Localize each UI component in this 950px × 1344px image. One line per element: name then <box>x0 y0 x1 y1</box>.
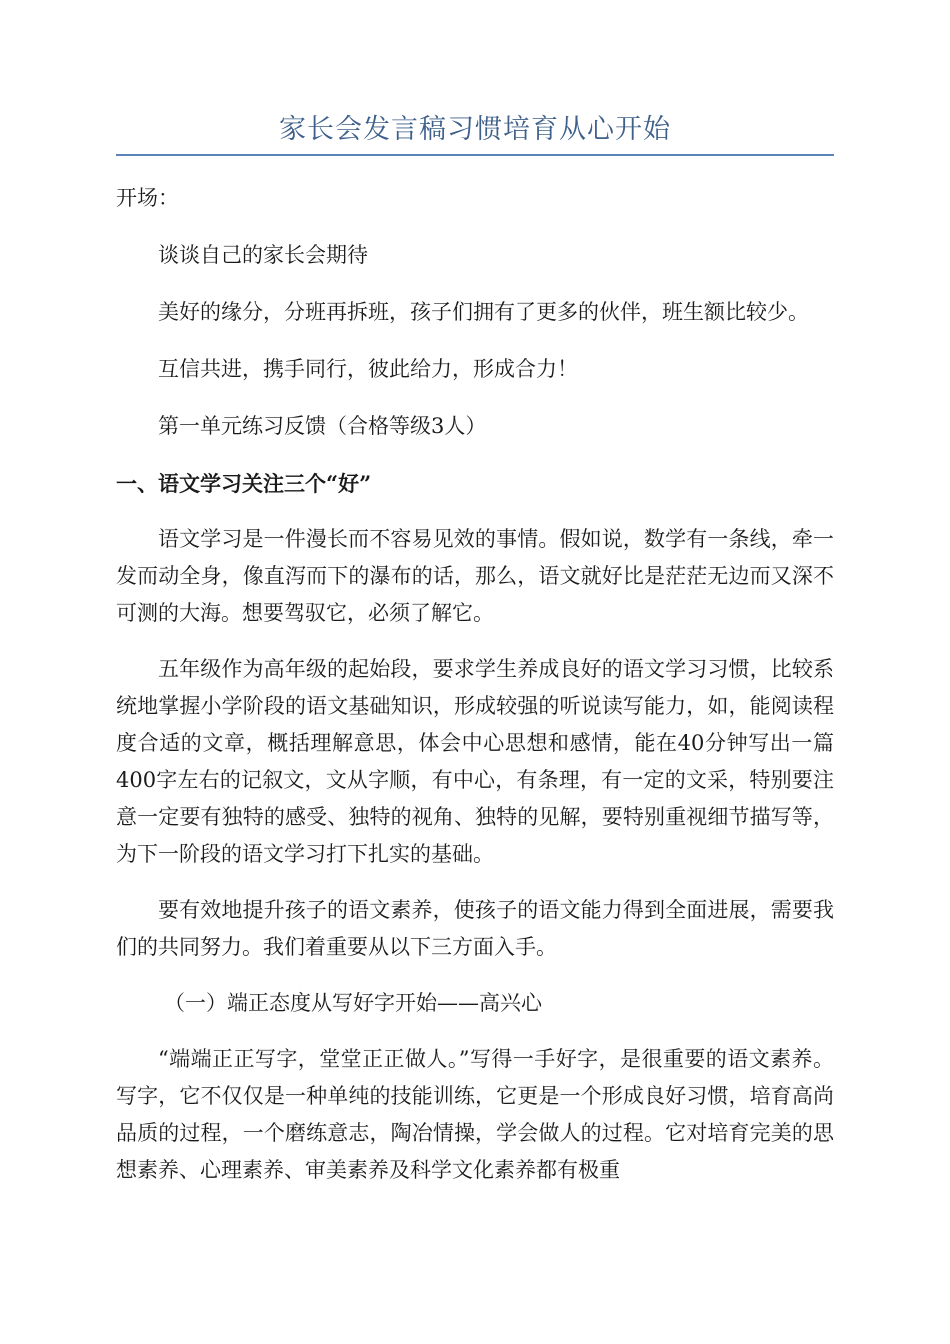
paragraph-joint-effort: 要有效地提升孩子的语文素养，使孩子的语文能力得到全面进展，需要我们的共同努力。我们着重要从以下三方面入手。 <box>116 898 834 959</box>
paragraph-feedback: 第一单元练习反馈（合格等级3人） <box>158 414 487 438</box>
paragraph-handwriting: “端端正正写字，堂堂正正做人。”写得一手好字，是很重要的语文素养。写字，它不仅仅是一种单纯的技能训练，它更是一个形成良好习惯，培育高尚品质的过程，一个磨练意志，陶冶情操，学会做人的过程。它对培育完美的思想素养、心理素养、审美素养及科学文化素养都有极重 <box>116 1047 834 1182</box>
paragraph-grade-five: 五年级作为高年级的起始段，要求学生养成良好的语文学习习惯，比较系统地掌握小学阶段的语文基础知识，形成较强的听说读写能力，如，能阅读程度合适的文章，概括理解意思，体会中心思想和感情，能在40分钟写出一篇400字左右的记叙文，文从字顺，有中心，有条理，有一定的文采，特别要注意一定要有独特的感受、独特的视角、独特的见解，要特别重视细节描写等，为下一阶段的语文学习打下扎实的基础。 <box>116 657 834 866</box>
document-page <box>116 110 834 1189</box>
opening-label: 开场： <box>116 186 179 210</box>
document-title: 家长会发言稿习惯培育从心开始 <box>116 110 834 156</box>
section-heading-chinese-study: 一、语文学习关注三个“好” <box>116 471 372 496</box>
paragraph-trust: 互信共进，携手同行，彼此给力，形成合力！ <box>158 357 578 381</box>
paragraph-expectation: 谈谈自己的家长会期待 <box>158 243 368 267</box>
paragraph-chinese-study: 语文学习是一件漫长而不容易见效的事情。假如说，数学有一条线，牵一发而动全身，像直泻而下的瀑布的话，那么，语文就好比是茫茫无边而又深不可测的大海。想要驾驭它，必须了解它。 <box>116 527 834 625</box>
subsection-heading-handwriting: （一）端正态度从写好字开始——高兴心 <box>164 991 542 1015</box>
paragraph-fate: 美好的缘分，分班再拆班，孩子们拥有了更多的伙伴，班生额比较少。 <box>158 300 809 324</box>
